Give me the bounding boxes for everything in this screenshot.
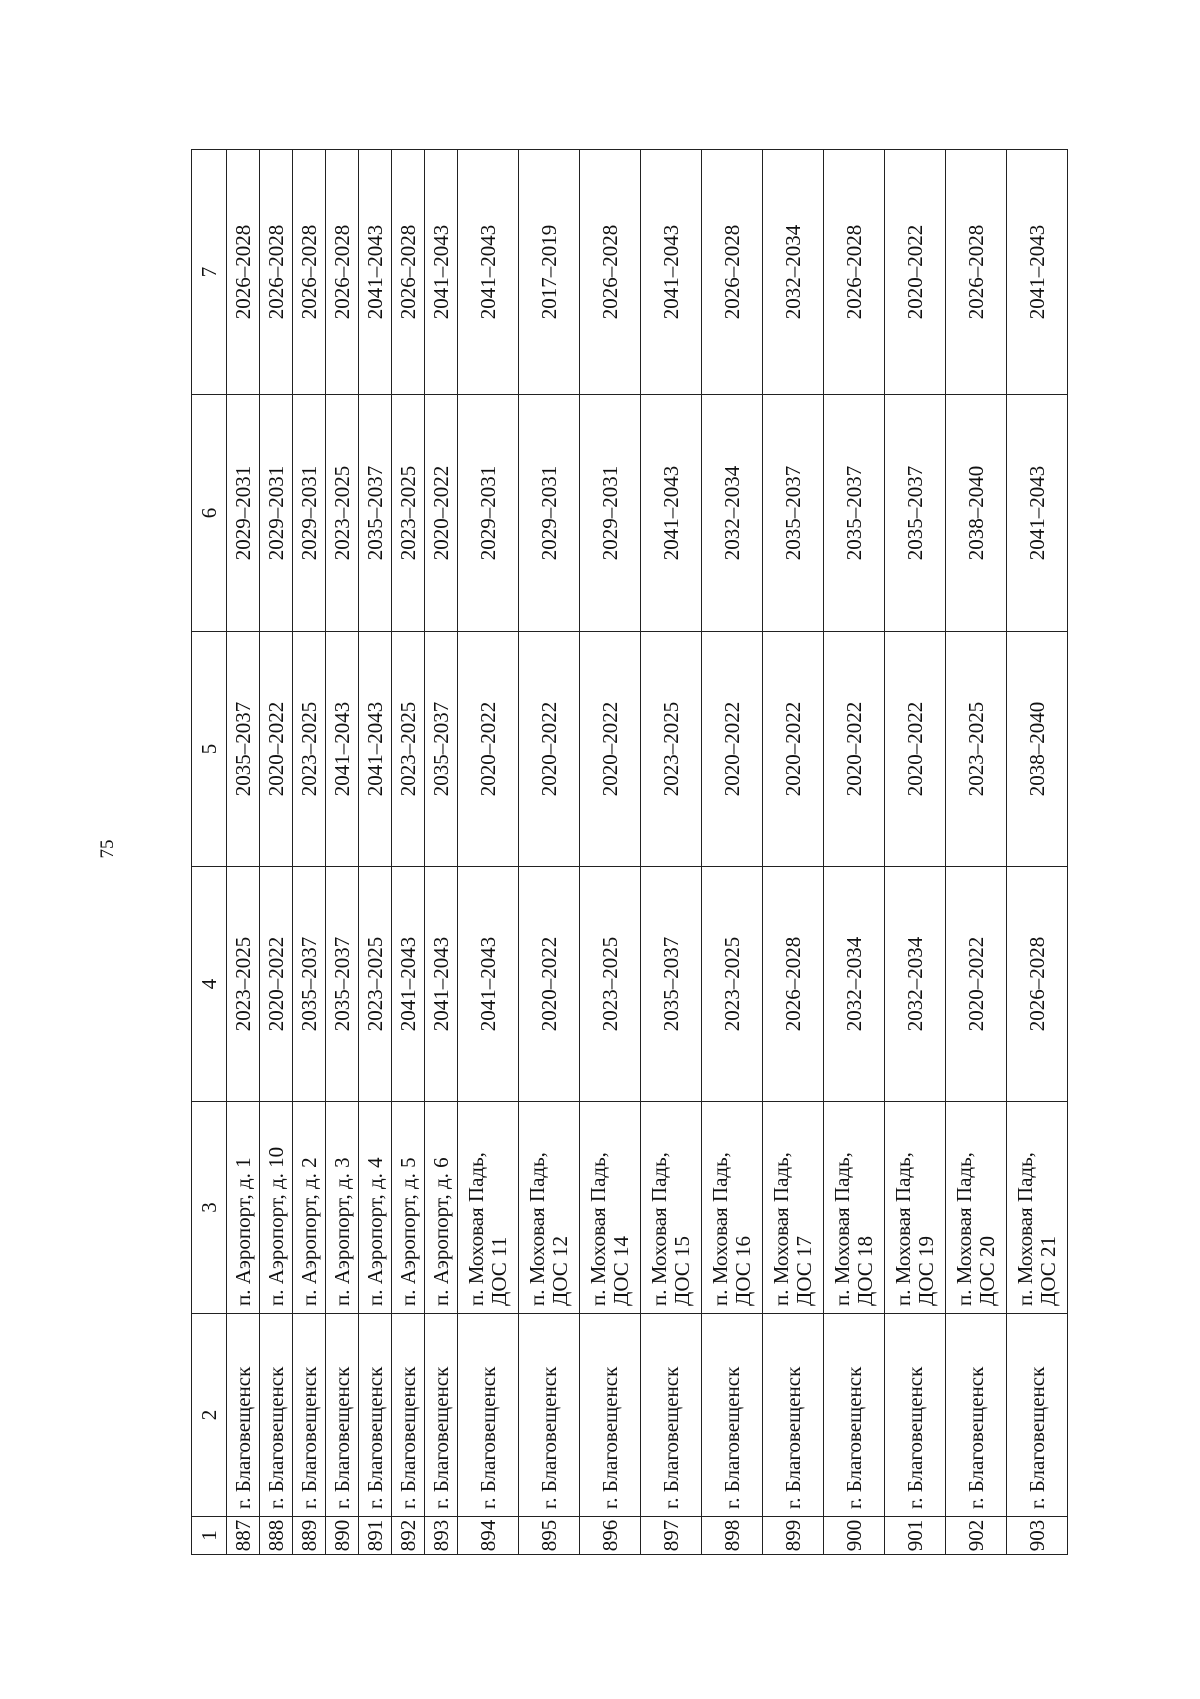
header-col-4: 4 — [192, 867, 227, 1102]
row-number: 892 — [392, 1517, 425, 1555]
address-cell: п. Моховая Падь, ДОС 15 — [641, 1102, 702, 1314]
city-cell: г. Благовещенск — [1007, 1314, 1068, 1517]
address-cell: п. Моховая Падь, ДОС 11 — [458, 1102, 519, 1314]
table-row — [392, 150, 425, 1555]
address-cell: п. Аэропорт, д. 5 — [392, 1102, 425, 1314]
period-col-7: 2026–2028 — [580, 150, 641, 395]
address-cell: п. Моховая Падь, ДОС 12 — [519, 1102, 580, 1314]
city-cell: г. Благовещенск — [227, 1314, 260, 1517]
period-col-5: 2035–2037 — [227, 632, 260, 867]
period-col-4: 2023–2025 — [359, 867, 392, 1102]
period-col-5: 2041–2043 — [326, 632, 359, 867]
period-col-5: 2020–2022 — [458, 632, 519, 867]
row-number: 890 — [326, 1517, 359, 1555]
table-row — [458, 150, 519, 1555]
row-number: 895 — [519, 1517, 580, 1555]
period-col-4: 2035–2037 — [293, 867, 326, 1102]
city-cell: г. Благовещенск — [580, 1314, 641, 1517]
address-cell: п. Моховая Падь, ДОС 20 — [946, 1102, 1007, 1314]
period-col-6: 2029–2031 — [260, 395, 293, 632]
period-col-4: 2035–2037 — [326, 867, 359, 1102]
city-cell: г. Благовещенск — [260, 1314, 293, 1517]
period-col-4: 2023–2025 — [580, 867, 641, 1102]
city-cell: г. Благовещенск — [425, 1314, 458, 1517]
period-col-4: 2023–2025 — [227, 867, 260, 1102]
row-number: 891 — [359, 1517, 392, 1555]
row-number: 898 — [702, 1517, 763, 1555]
period-col-6: 2035–2037 — [359, 395, 392, 632]
period-col-5: 2023–2025 — [946, 632, 1007, 867]
city-cell: г. Благовещенск — [763, 1314, 824, 1517]
address-cell: п. Моховая Падь, ДОС 17 — [763, 1102, 824, 1314]
schedule-table — [191, 149, 1068, 1555]
table-row — [1007, 150, 1068, 1555]
address-cell: п. Аэропорт, д. 4 — [359, 1102, 392, 1314]
period-col-7: 2041–2043 — [641, 150, 702, 395]
period-col-7: 2026–2028 — [392, 150, 425, 395]
address-cell: п. Моховая Падь, ДОС 21 — [1007, 1102, 1068, 1314]
period-col-7: 2020–2022 — [885, 150, 946, 395]
period-col-7: 2041–2043 — [1007, 150, 1068, 395]
period-col-7: 2026–2028 — [260, 150, 293, 395]
header-col-5: 5 — [192, 632, 227, 867]
city-cell: г. Благовещенск — [458, 1314, 519, 1517]
row-number: 901 — [885, 1517, 946, 1555]
city-cell: г. Благовещенск — [519, 1314, 580, 1517]
table-row — [824, 150, 885, 1555]
address-cell: п. Моховая Падь, ДОС 19 — [885, 1102, 946, 1314]
table-row — [885, 150, 946, 1555]
period-col-5: 2023–2025 — [392, 632, 425, 867]
address-cell: п. Аэропорт, д. 10 — [260, 1102, 293, 1314]
period-col-6: 2029–2031 — [580, 395, 641, 632]
period-col-7: 2041–2043 — [458, 150, 519, 395]
table-row — [227, 150, 260, 1555]
period-col-7: 2041–2043 — [425, 150, 458, 395]
city-cell: г. Благовещенск — [641, 1314, 702, 1517]
period-col-6: 2041–2043 — [641, 395, 702, 632]
period-col-6: 2029–2031 — [293, 395, 326, 632]
period-col-5: 2041–2043 — [359, 632, 392, 867]
city-cell: г. Благовещенск — [293, 1314, 326, 1517]
address-cell: п. Моховая Падь, ДОС 14 — [580, 1102, 641, 1314]
period-col-7: 2026–2028 — [824, 150, 885, 395]
period-col-4: 2032–2034 — [885, 867, 946, 1102]
city-cell: г. Благовещенск — [392, 1314, 425, 1517]
city-cell: г. Благовещенск — [946, 1314, 1007, 1517]
table-row — [763, 150, 824, 1555]
period-col-5: 2020–2022 — [763, 632, 824, 867]
period-col-5: 2023–2025 — [293, 632, 326, 867]
period-col-6: 2035–2037 — [885, 395, 946, 632]
table-row — [946, 150, 1007, 1555]
table-row — [580, 150, 641, 1555]
table-row — [326, 150, 359, 1555]
period-col-4: 2041–2043 — [392, 867, 425, 1102]
period-col-6: 2029–2031 — [227, 395, 260, 632]
period-col-5: 2020–2022 — [702, 632, 763, 867]
period-col-5: 2038–2040 — [1007, 632, 1068, 867]
period-col-6: 2038–2040 — [946, 395, 1007, 632]
row-number: 903 — [1007, 1517, 1068, 1555]
table-row — [641, 150, 702, 1555]
page-number: 75 — [97, 839, 118, 859]
period-col-5: 2020–2022 — [260, 632, 293, 867]
period-col-6: 2032–2034 — [702, 395, 763, 632]
period-col-4: 2041–2043 — [425, 867, 458, 1102]
row-number: 899 — [763, 1517, 824, 1555]
period-col-7: 2026–2028 — [293, 150, 326, 395]
period-col-6: 2029–2031 — [519, 395, 580, 632]
period-col-5: 2020–2022 — [824, 632, 885, 867]
period-col-4: 2020–2022 — [946, 867, 1007, 1102]
row-number: 889 — [293, 1517, 326, 1555]
period-col-5: 2023–2025 — [641, 632, 702, 867]
table-row — [425, 150, 458, 1555]
period-col-7: 2026–2028 — [227, 150, 260, 395]
row-number: 888 — [260, 1517, 293, 1555]
period-col-5: 2020–2022 — [580, 632, 641, 867]
header-row — [192, 150, 227, 1555]
period-col-5: 2020–2022 — [519, 632, 580, 867]
address-cell: п. Аэропорт, д. 1 — [227, 1102, 260, 1314]
header-col-1: 1 — [192, 1517, 227, 1555]
row-number: 896 — [580, 1517, 641, 1555]
period-col-6: 2035–2037 — [763, 395, 824, 632]
period-col-6: 2029–2031 — [458, 395, 519, 632]
period-col-5: 2035–2037 — [425, 632, 458, 867]
row-number: 893 — [425, 1517, 458, 1555]
table-row — [702, 150, 763, 1555]
period-col-6: 2023–2025 — [392, 395, 425, 632]
header-col-7: 7 — [192, 150, 227, 395]
city-cell: г. Благовещенск — [702, 1314, 763, 1517]
period-col-6: 2035–2037 — [824, 395, 885, 632]
period-col-4: 2023–2025 — [702, 867, 763, 1102]
address-cell: п. Моховая Падь, ДОС 16 — [702, 1102, 763, 1314]
table-row — [293, 150, 326, 1555]
address-cell: п. Аэропорт, д. 2 — [293, 1102, 326, 1314]
city-cell: г. Благовещенск — [824, 1314, 885, 1517]
address-cell: п. Аэропорт, д. 3 — [326, 1102, 359, 1314]
city-cell: г. Благовещенск — [326, 1314, 359, 1517]
period-col-7: 2026–2028 — [326, 150, 359, 395]
period-col-5: 2020–2022 — [885, 632, 946, 867]
period-col-4: 2026–2028 — [1007, 867, 1068, 1102]
period-col-7: 2026–2028 — [946, 150, 1007, 395]
period-col-7: 2026–2028 — [702, 150, 763, 395]
row-number: 894 — [458, 1517, 519, 1555]
period-col-7: 2041–2043 — [359, 150, 392, 395]
row-number: 902 — [946, 1517, 1007, 1555]
table-row — [359, 150, 392, 1555]
header-col-6: 6 — [192, 395, 227, 632]
table-row — [260, 150, 293, 1555]
address-cell: п. Аэропорт, д. 6 — [425, 1102, 458, 1314]
city-cell: г. Благовещенск — [359, 1314, 392, 1517]
period-col-4: 2026–2028 — [763, 867, 824, 1102]
row-number: 897 — [641, 1517, 702, 1555]
address-cell: п. Моховая Падь, ДОС 18 — [824, 1102, 885, 1314]
row-number: 887 — [227, 1517, 260, 1555]
city-cell: г. Благовещенск — [885, 1314, 946, 1517]
period-col-4: 2032–2034 — [824, 867, 885, 1102]
period-col-4: 2041–2043 — [458, 867, 519, 1102]
table-row — [519, 150, 580, 1555]
row-number: 900 — [824, 1517, 885, 1555]
period-col-4: 2020–2022 — [260, 867, 293, 1102]
period-col-7: 2032–2034 — [763, 150, 824, 395]
header-col-3: 3 — [192, 1102, 227, 1314]
period-col-4: 2020–2022 — [519, 867, 580, 1102]
header-col-2: 2 — [192, 1314, 227, 1517]
period-col-6: 2020–2022 — [425, 395, 458, 632]
rotated-table-container — [191, 150, 1116, 1555]
period-col-7: 2017–2019 — [519, 150, 580, 395]
period-col-4: 2035–2037 — [641, 867, 702, 1102]
period-col-6: 2023–2025 — [326, 395, 359, 632]
period-col-6: 2041–2043 — [1007, 395, 1068, 632]
